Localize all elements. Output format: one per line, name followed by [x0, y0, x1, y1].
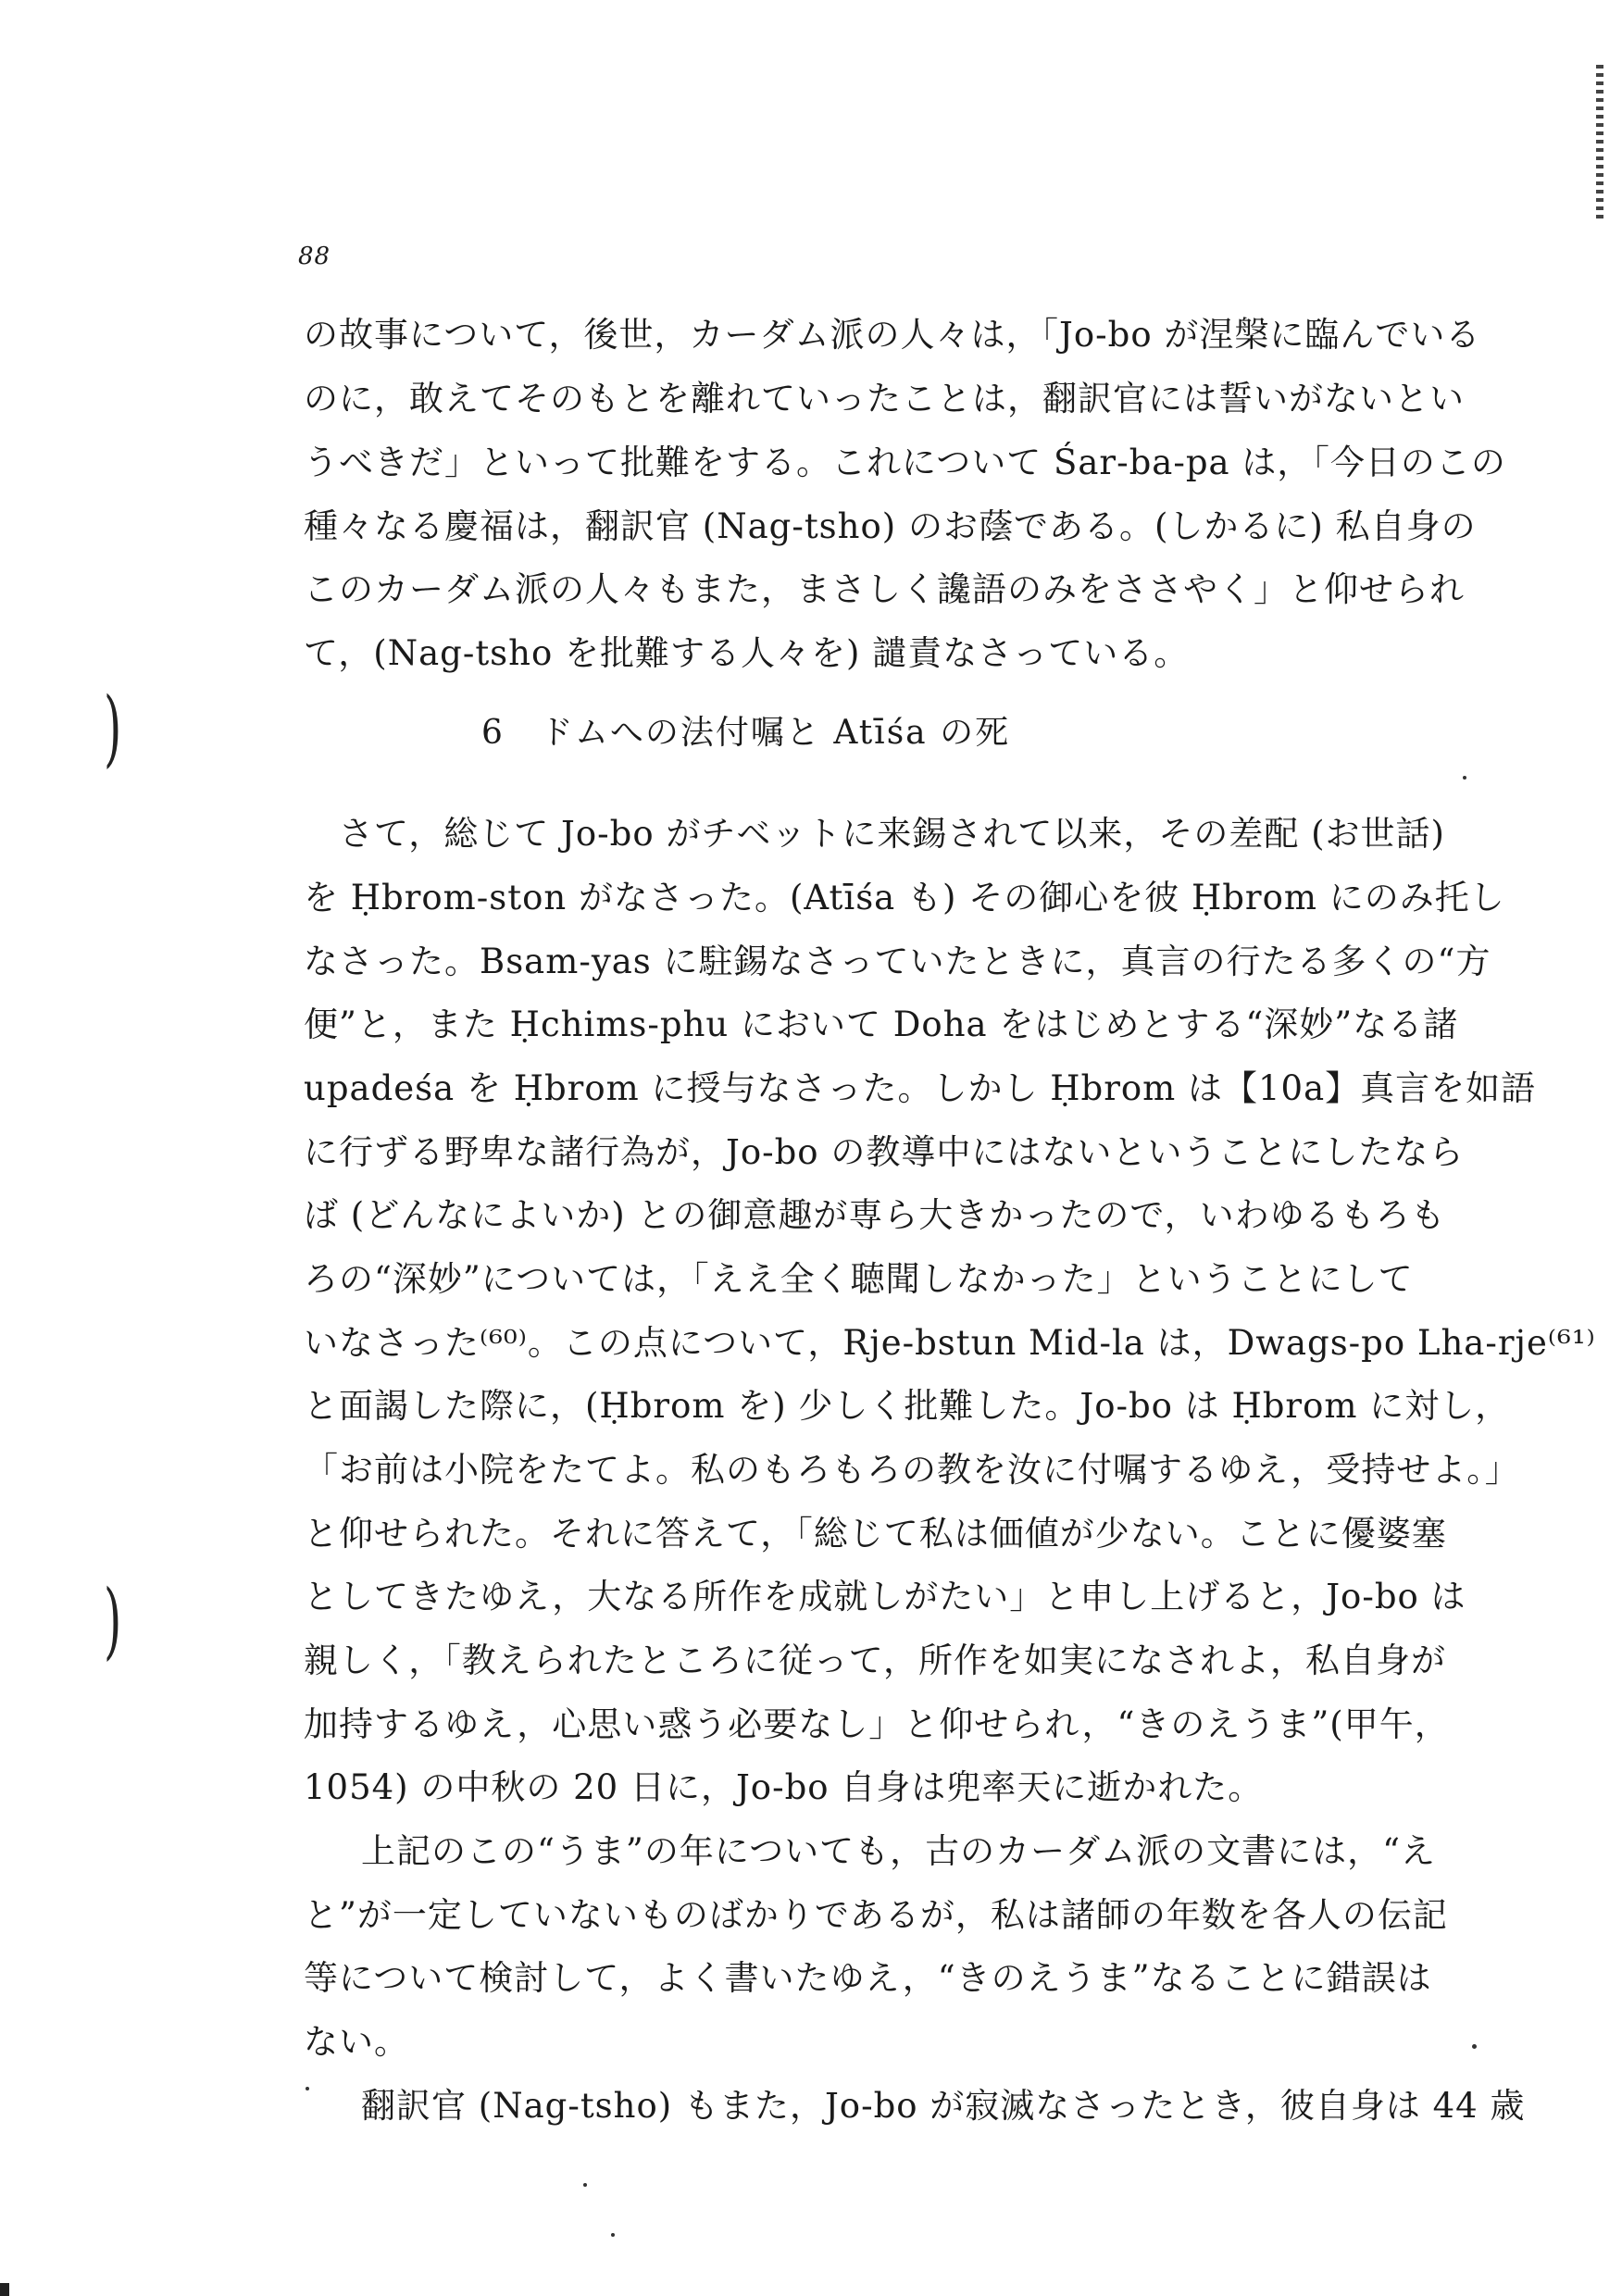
text-line: の故事について，後世，カーダム派の人々は，「Jo-bo が涅槃に臨んでいる [304, 315, 1481, 355]
text-line: 翻訳官 (Nag-tsho) もまた，Jo-bo が寂滅なさったとき，彼自身は 44 歳 [361, 2086, 1526, 2126]
text-line: なさった。Bsam-yas に駐錫なさっていたときに，真言の行たる多くの“方 [304, 942, 1491, 981]
text-line: 1054) の中秋の 20 日に，Jo-bo 自身は兜率天に逝かれた。 [304, 1767, 1264, 1807]
text-line: としてきたゆえ，大なる所作を成就しがたい」と申し上げると，Jo-bo は [304, 1577, 1466, 1616]
text-line: ろの“深妙”については，「ええ全く聴聞しなかった」ということにして [304, 1259, 1414, 1299]
text-line: ない。 [304, 2022, 409, 2062]
text-line: さて，総じて Jo-bo がチベットに来錫されて以来，その差配 (お世話) [339, 814, 1445, 854]
text-line: ば (どんなによいか) との御意趣が専ら大きかったので，いわゆるもろも [304, 1195, 1446, 1235]
text-line: と仰せられた。それに答えて，「総じて私は価値が少ない。ことに優婆塞 [304, 1514, 1447, 1554]
text-line: に行ずる野卑な諸行為が，Jo-bo の教導中にはないということにしたなら [304, 1132, 1465, 1172]
text-line: 上記のこの“うま”の年についても，古のカーダム派の文書には，“え [361, 1831, 1437, 1871]
text-line: うべきだ」といって批難をする。これについて Śar-ba-pa は，「今日のこの [304, 443, 1506, 482]
text-line: upadeśa を Ḥbrom に授与なさった。しかし Ḥbrom は【10a】真言を如語 [304, 1068, 1537, 1108]
scan-bracket-mark: ) [104, 680, 122, 777]
scan-speck [611, 2233, 615, 2237]
section-heading: 6 ドムへの法付嘱と Atīśa の死 [481, 714, 1011, 752]
scan-edge-marks [1596, 65, 1603, 222]
text-line: 加持するゆえ，心思い惑う必要なし」と仰せられ，“きのえうま”(甲午， [304, 1704, 1450, 1744]
page-number: 88 [298, 243, 331, 270]
text-line: 便”と，また Ḥchims-phu において Doha をはじめとする“深妙”なる諸 [304, 1004, 1459, 1044]
text-line: と”が一定していないものばかりであるが，私は諸師の年数を各人の伝記 [304, 1895, 1448, 1935]
text-line: 親しく，「教えられたところに従って，所作を如実になされよ，私自身が [304, 1641, 1447, 1680]
text-line: 「お前は小院をたてよ。私のもろもろの教を汝に付嘱するゆえ，受持せよ。」 [304, 1450, 1520, 1490]
text-line: のに，敢えてそのもとを離れていったことは，翻訳官には誓いがないとい [304, 379, 1465, 418]
text-line: 等について検討して，よく書いたゆえ，“きのえうま”なることに錯誤は [304, 1958, 1432, 1998]
text-line: このカーダム派の人々もまた，まさしく讒語のみをささやく」と仰せられ [304, 569, 1465, 609]
text-line: て，(Nag-tsho を批難する人々を) 譴責なさっている。 [304, 633, 1190, 673]
text-line: いなさった⁽⁶⁰⁾。この点について，Rje-bstun Mid-la は，Dwags-po Lha-rje⁽⁶¹⁾ [304, 1323, 1596, 1363]
text-line: 種々なる慶福は，翻訳官 (Nag-tsho) のお蔭である。(しかるに) 私自身の [304, 506, 1477, 546]
scan-speck [1463, 776, 1466, 780]
text-line: を Ḥbrom-ston がなさった。(Atīśa も) その御心を彼 Ḥbrom にのみ托し [304, 878, 1505, 917]
scan-speck [306, 2087, 309, 2090]
scan-bracket-mark: ) [104, 1572, 122, 1669]
scan-speck [583, 2183, 587, 2187]
scan-speck [1472, 2044, 1477, 2049]
scan-corner-mark [0, 2283, 9, 2296]
text-line: と面謁した際に，(Ḥbrom を) 少しく批難した。Jo-bo は Ḥbrom に対し， [304, 1386, 1511, 1426]
